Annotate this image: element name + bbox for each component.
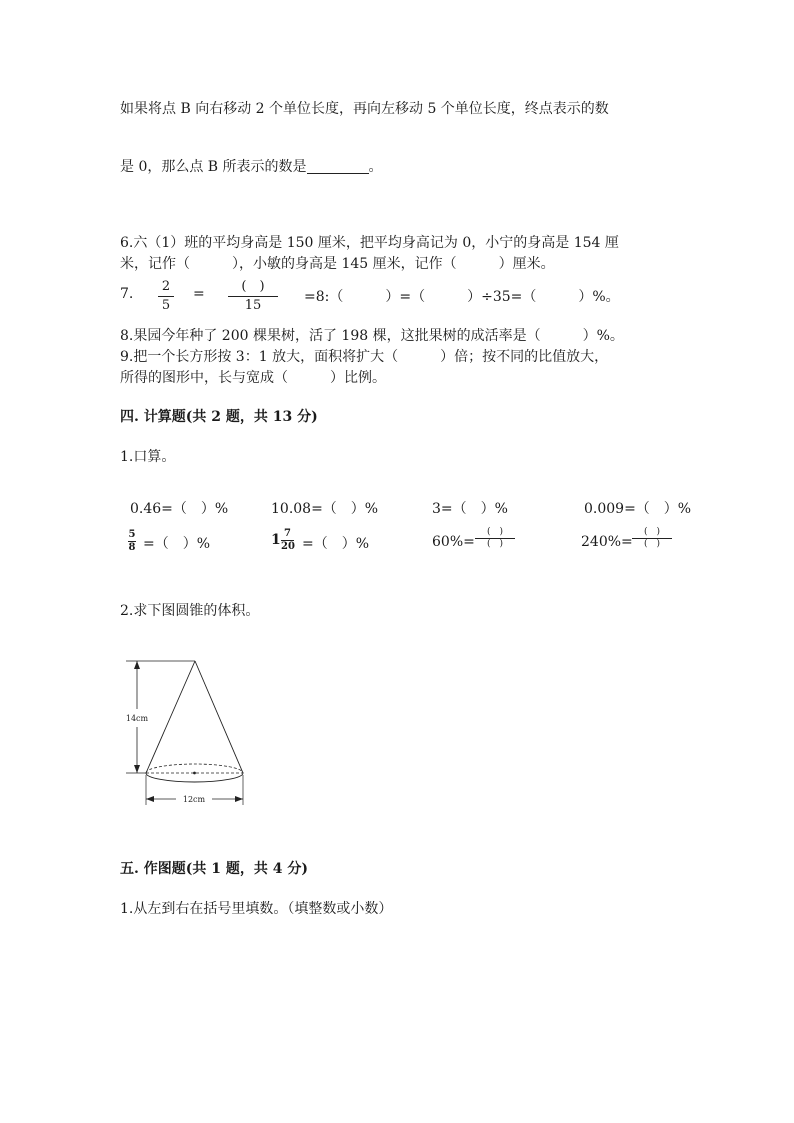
mixed-number-whole: 1 [271, 532, 281, 548]
q7-fraction-blank-15 [228, 280, 278, 313]
oral-calc-item: 0.46=（ ）% [130, 501, 229, 517]
q6-line-2: 米，记作（ ），小敏的身高是 145 厘米，记作（ ）厘米。 [120, 256, 555, 272]
answer-fraction-blank [475, 528, 515, 549]
arrow-down-icon [134, 765, 140, 773]
section-4-q2-title: 2.求下图圆锥的体积。 [120, 603, 260, 619]
cone-slant-left [146, 661, 195, 773]
numerator: 7 [284, 528, 291, 539]
answer-fraction-blank [632, 528, 672, 549]
cone-diagram [120, 655, 255, 815]
q7-frac2-numerator[interactable]: ( ) [241, 279, 265, 294]
numerator-blank[interactable]: ( ) [486, 527, 504, 537]
arrow-right-icon [235, 796, 243, 802]
intro-line-2-text: 是 0，那么点 B 所表示的数是 [120, 159, 307, 175]
q7-rest: =8:（ ）=（ ）÷35=（ ）%。 [304, 289, 620, 305]
oral-calc-percent: 240%= [581, 534, 633, 550]
section-5-heading: 五. 作图题(共 1 题，共 4 分) [120, 861, 308, 877]
section-5-q1-title: 1.从左到右在括号里填数。（填整数或小数） [120, 901, 393, 917]
q7-fraction-2-5 [158, 280, 174, 313]
q6-line-1: 6.六（1）班的平均身高是 150 厘米，把平均身高记为 0，小宁的身高是 154 厘 [120, 235, 619, 251]
fraction-bar [158, 296, 174, 297]
fraction-5-8 [128, 530, 136, 553]
height-label: 14cm [125, 714, 149, 723]
section-4-heading: 四. 计算题(共 2 题，共 13 分) [120, 409, 318, 425]
answer-blank[interactable] [307, 159, 369, 174]
q7-equals: = [193, 286, 205, 302]
fraction-bar [228, 296, 278, 297]
oral-calc-item: 0.009=（ ）% [584, 501, 692, 517]
oral-calc-rest: =（ ）% [302, 536, 370, 552]
numerator-blank[interactable]: ( ) [643, 527, 661, 537]
diameter-label: 12cm [182, 795, 206, 804]
denominator: 20 [281, 541, 295, 552]
numerator: 5 [128, 529, 136, 540]
denominator-blank[interactable]: ( ) [643, 539, 661, 549]
intro-line-2 [120, 156, 383, 176]
arrow-left-icon [146, 796, 154, 802]
intro-line-1: 如果将点 B 向右移动 2 个单位长度，再向左移动 5 个单位长度，终点表示的数 [120, 101, 609, 117]
fraction-7-20 [281, 529, 294, 552]
q7-label: 7. [120, 286, 134, 302]
q7-frac1-numerator: 2 [161, 279, 171, 294]
arrow-up-icon [134, 661, 140, 669]
oral-calc-rest: =（ ）% [143, 536, 211, 552]
cone-slant-right [195, 661, 243, 773]
section-4-q1-title: 1.口算。 [120, 449, 176, 465]
intro-line-2-end: 。 [368, 159, 383, 175]
q7-frac2-denominator: 15 [244, 298, 262, 313]
denominator-blank[interactable]: ( ) [486, 539, 504, 549]
denominator: 8 [128, 542, 136, 553]
q8-line: 8.果园今年种了 200 棵果树，活了 198 棵，这批果树的成活率是（ ）%。 [120, 328, 624, 344]
q9-line-2: 所得的图形中，长与宽成（ ）比例。 [120, 370, 386, 386]
oral-calc-item: 10.08=（ ）% [271, 501, 379, 517]
oral-calc-percent: 60%= [432, 534, 475, 550]
q7-frac1-denominator: 5 [161, 298, 171, 313]
q9-line-1: 9.把一个长方形按 3：1 放大，面积将扩大（ ）倍；按不同的比值放大， [120, 349, 609, 365]
oral-calc-item: 3=（ ）% [432, 501, 508, 517]
center-point [193, 772, 196, 775]
